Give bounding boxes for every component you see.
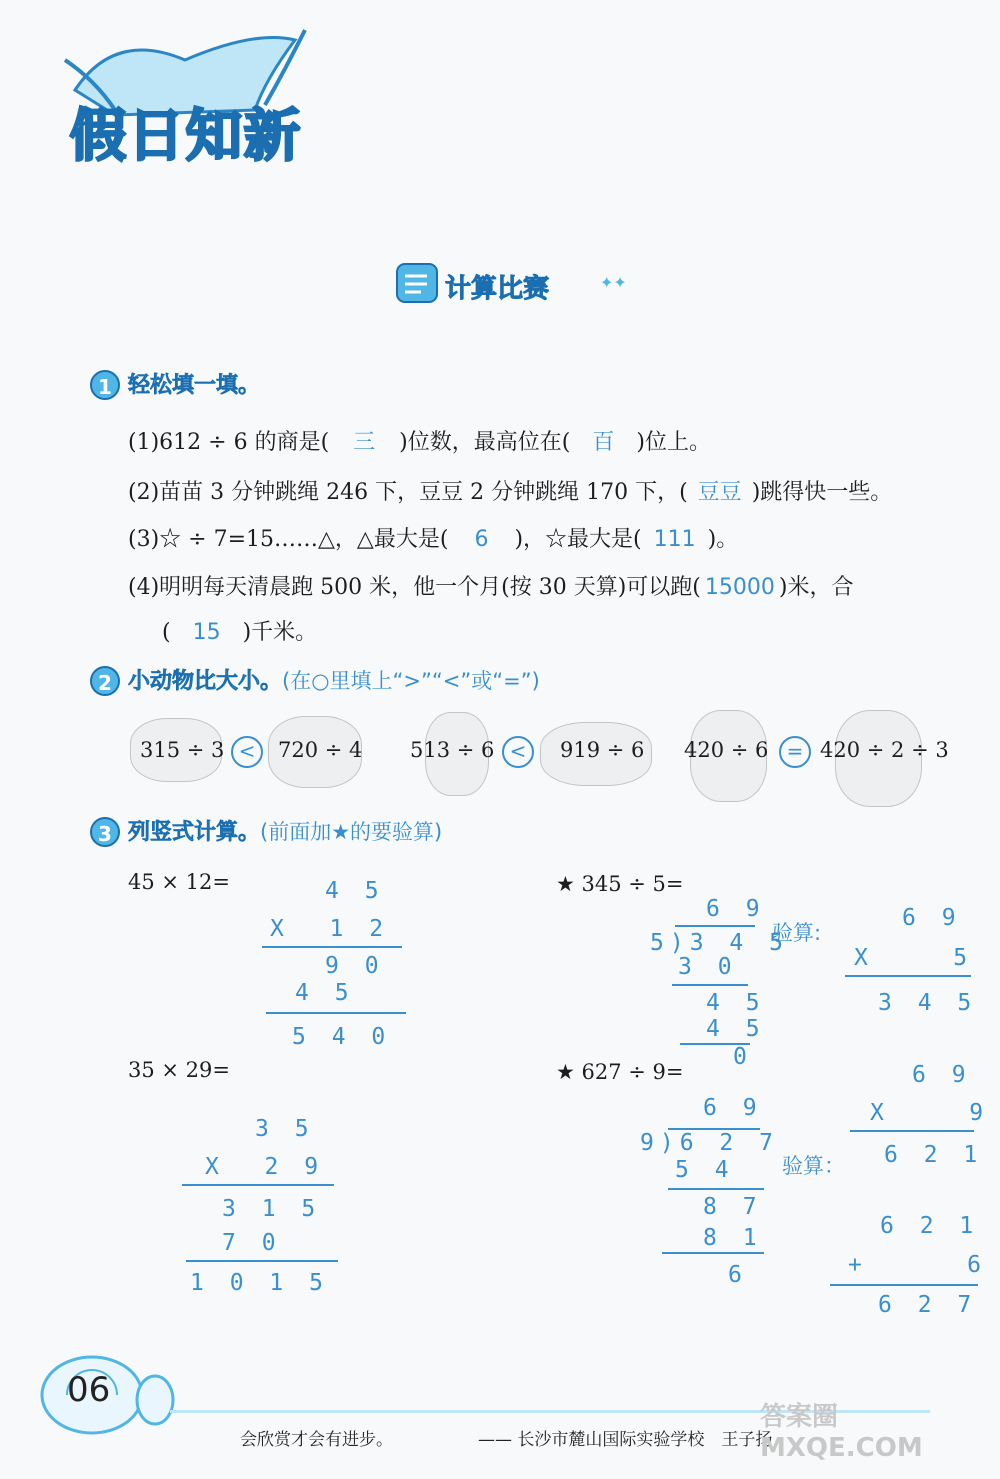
compare-3-right: 420 ÷ 2 ÷ 3	[820, 738, 949, 762]
question-2-note: (在○里填上“>”“<”或“=”)	[282, 669, 540, 693]
work4-line-4: 8 7	[703, 1194, 763, 1220]
question-3-heading	[128, 815, 442, 846]
work3-line-3: 3 1 5	[222, 1196, 322, 1222]
work4-remainder: 6	[728, 1262, 748, 1288]
work4-rule-2	[662, 1252, 764, 1254]
question-2-heading	[128, 664, 540, 695]
q1-item-1	[128, 425, 711, 456]
work1-rule-2	[266, 1012, 406, 1014]
q1-item-3-text-c: )。	[707, 527, 739, 552]
work3-line-2: X 2 9	[205, 1154, 325, 1180]
compare-2-left: 513 ÷ 6	[410, 738, 495, 762]
work4-quotient: 6 9	[703, 1095, 763, 1121]
check4-line-3: 6 2 1	[884, 1142, 984, 1168]
logo-title: 假日知新	[70, 104, 302, 169]
work1-line-5: 5 4 0	[292, 1024, 392, 1050]
work3-rule-1	[182, 1184, 334, 1186]
compare-1-right: 720 ÷ 4	[278, 738, 363, 762]
question-2-title: 小动物比大小。	[128, 669, 283, 694]
work2-quotient: 6 9	[706, 896, 766, 922]
check4-line-6: 6 2 7	[878, 1292, 978, 1318]
section-title: 计算比赛	[445, 274, 550, 304]
check-label-1: 验算:	[772, 921, 822, 945]
compare-2-sign[interactable]: <	[502, 736, 534, 768]
work3-line-4: 7 0	[222, 1230, 282, 1256]
work3-line-1: 3 5	[255, 1116, 315, 1142]
q1-item-1-text-a: (1)612 ÷ 6 的商是(	[128, 430, 330, 455]
problem-1: 45 × 12=	[128, 870, 230, 894]
page-number: 06	[67, 1370, 111, 1410]
q1-item-3-text-b: )，☆最大是(	[514, 527, 642, 552]
compare-3-left: 420 ÷ 6	[684, 738, 769, 762]
work4-line-5: 8 1	[703, 1225, 763, 1251]
check4-line-5: + 6	[848, 1252, 987, 1278]
work4-line-3: 5 4	[675, 1157, 735, 1183]
compare-2-right: 919 ÷ 6	[560, 738, 645, 762]
svg-text:✦✦: ✦✦	[600, 273, 627, 292]
question-1-number: 1	[90, 370, 120, 400]
work1-line-3: 9 0	[325, 953, 385, 979]
q1-item-4-text-a: (4)明明每天清晨跑 500 米，他一个月(按 30 天算)可以跑(	[128, 575, 701, 600]
q1-item-3-text-a: (3)☆ ÷ 7=15……△，△最大是(	[128, 527, 449, 552]
q1-item-3	[128, 522, 738, 553]
q1-item-1-text-b: )位数，最高位在(	[399, 430, 571, 455]
q1-item-1-answer-1: 三	[353, 430, 376, 455]
q1-item-3-answer-1: 6	[474, 527, 489, 552]
check4-rule-1	[850, 1130, 974, 1132]
compare-1-sign[interactable]: <	[231, 736, 263, 768]
watermark-text: 答案圈 MXQE.COM	[760, 1402, 923, 1463]
q1-item-4b-text-a: (	[162, 620, 171, 645]
question-3-note: (前面加★的要验算)	[260, 820, 443, 844]
check2-line-3: 3 4 5	[878, 990, 978, 1016]
work4-dividend: 9)6 2 7	[640, 1130, 779, 1156]
question-3-number: 3	[90, 817, 120, 847]
q1-item-2-text-a: (2)苗苗 3 分钟跳绳 246 下，豆豆 2 分钟跳绳 170 下，(	[128, 480, 688, 505]
q1-item-2-answer-1: 豆豆	[697, 480, 742, 505]
work2-line-3: 3 0	[678, 954, 738, 980]
footer-motto: 会欣赏才会有进步。	[240, 1430, 393, 1450]
question-1-title: 轻松填一填。	[128, 373, 261, 398]
problem-2: ★ 345 ÷ 5=	[556, 872, 684, 896]
work1-line-4: 4 5	[295, 980, 355, 1006]
check2-rule	[845, 975, 971, 977]
work4-rule-1	[668, 1188, 764, 1190]
work1-rule-1	[262, 946, 402, 948]
q1-item-1-answer-2: 百	[592, 430, 615, 455]
q1-item-2	[128, 475, 892, 506]
check4-line-4: 6 2 1	[880, 1213, 980, 1239]
check4-line-2: X 9	[870, 1100, 990, 1126]
q1-item-4-text-b: )米，合	[778, 575, 854, 600]
work2-dividend: 5)3 4 5	[650, 930, 789, 956]
work3-line-5: 1 0 1 5	[190, 1270, 329, 1296]
q1-item-4-answer-1: 15000	[704, 575, 775, 600]
q1-item-2-text-b: )跳得快一些。	[751, 480, 893, 505]
question-3-title: 列竖式计算。	[128, 820, 261, 845]
q1-item-4b-text-b: )千米。	[242, 620, 318, 645]
work2-remainder: 0	[733, 1044, 753, 1070]
q1-item-3-answer-2: 111	[653, 527, 696, 552]
work1-line-1: 4 5	[325, 878, 385, 904]
work2-line-4: 4 5	[706, 990, 766, 1016]
compare-3-sign[interactable]: =	[779, 736, 811, 768]
check2-line-2: X 5	[854, 945, 974, 971]
question-2-number: 2	[90, 666, 120, 696]
work3-rule-2	[186, 1260, 338, 1262]
check-label-2: 验算：	[782, 1154, 845, 1178]
footer-author: —— 长沙市麓山国际实验学校 王子扬	[478, 1430, 773, 1450]
check4-rule-2	[830, 1284, 978, 1286]
check2-line-1: 6 9	[902, 905, 962, 931]
q1-item-4	[128, 570, 853, 601]
work1-line-2: X 1 2	[270, 916, 390, 942]
q1-item-1-text-c: )位上。	[636, 430, 711, 455]
q1-item-4-continued	[162, 615, 317, 646]
problem-3: 35 × 29=	[128, 1058, 230, 1082]
check4-line-1: 6 9	[912, 1062, 972, 1088]
problem-4: ★ 627 ÷ 9=	[556, 1060, 684, 1084]
work2-bracket-top	[675, 925, 755, 927]
q1-item-4b-answer-1: 15	[192, 620, 221, 645]
work2-line-5: 4 5	[706, 1016, 766, 1042]
work2-rule-1	[672, 984, 748, 986]
compare-1-left: 315 ÷ 3	[140, 738, 225, 762]
